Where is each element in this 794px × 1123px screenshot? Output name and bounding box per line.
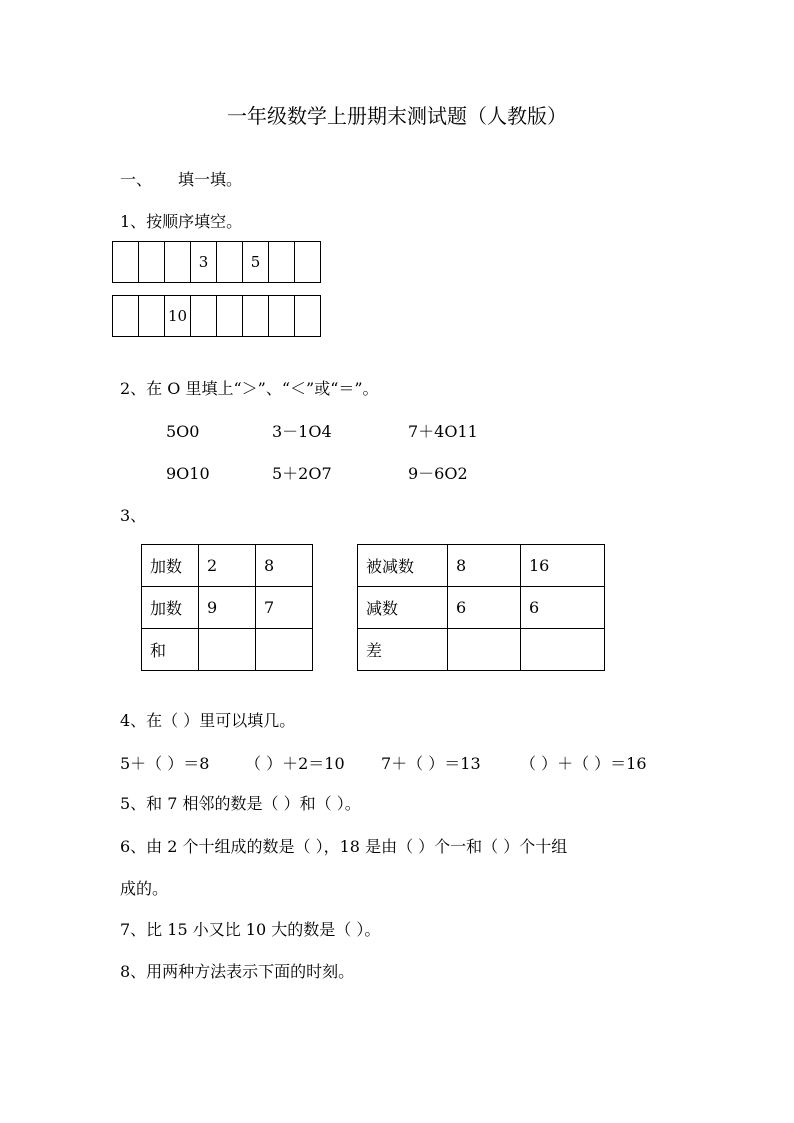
table-cell: 8: [256, 545, 313, 587]
section-1-heading: 填一填。: [178, 170, 243, 189]
table-row: [142, 545, 313, 587]
sequence-cell: [165, 242, 191, 283]
table-cell: 9: [199, 587, 256, 629]
fill-item: （ ）＋（ ）＝16: [520, 754, 647, 773]
sequence-cell: [243, 296, 269, 337]
question-3-label: 3、: [120, 506, 147, 525]
question-7: 7、比 15 小又比 10 大的数是（ ）。: [120, 920, 381, 939]
page-title: 一年级数学上册期末测试题（人教版）: [227, 104, 567, 128]
compare-item: 3－1O4: [272, 422, 332, 441]
sequence-cell: [113, 296, 139, 337]
sequence-cell: [295, 296, 321, 337]
table-cell: [521, 629, 605, 671]
compare-item: 5＋2O7: [272, 464, 332, 483]
table-row: [358, 587, 605, 629]
table-cell: 加数: [142, 587, 199, 629]
table-cell: 和: [142, 629, 199, 671]
fill-item: 5＋（ ）＝8: [120, 754, 210, 773]
question-8: 8、用两种方法表示下面的时刻。: [120, 962, 355, 981]
table-cell: [199, 629, 256, 671]
addition-table: [141, 544, 313, 671]
table-cell: 8: [448, 545, 521, 587]
fill-item: 7＋（ ）＝13: [381, 754, 481, 773]
table-cell: [256, 629, 313, 671]
compare-item: 9O10: [166, 464, 210, 483]
compare-item: 7＋4O11: [408, 422, 478, 441]
table-cell: 2: [199, 545, 256, 587]
section-1-number: 一、: [120, 170, 153, 189]
question-5: 5、和 7 相邻的数是（ ）和（ ）。: [120, 794, 361, 813]
table-cell: 16: [521, 545, 605, 587]
fill-item: （ ）＋2＝10: [245, 754, 345, 773]
table-row: [142, 587, 313, 629]
table-cell: 加数: [142, 545, 199, 587]
table-row: [358, 545, 605, 587]
subtraction-table: [357, 544, 605, 671]
sequence-cell: [269, 296, 295, 337]
compare-item: 9－6O2: [408, 464, 468, 483]
table-cell: 被减数: [358, 545, 448, 587]
question-4-label: 4、在（ ）里可以填几。: [120, 711, 296, 730]
question-1-label: 1、按顺序填空。: [120, 212, 243, 231]
sequence-cell: 3: [191, 242, 217, 283]
question-2-label: 2、在 O 里填上“＞”、“＜”或“＝”。: [120, 379, 379, 398]
sequence-cell: 5: [243, 242, 269, 283]
table-row: [142, 629, 313, 671]
sequence-row-2: [112, 295, 321, 337]
table-cell: 减数: [358, 587, 448, 629]
sequence-cell: 10: [165, 296, 191, 337]
sequence-cell: [139, 296, 165, 337]
question-6-line-2: 成的。: [120, 879, 169, 898]
sequence-cell: [217, 242, 243, 283]
table-cell: 7: [256, 587, 313, 629]
sequence-cell: [191, 296, 217, 337]
sequence-cell: [139, 242, 165, 283]
compare-item: 5O0: [166, 422, 200, 441]
table-row: [358, 629, 605, 671]
sequence-cell: [217, 296, 243, 337]
table-cell: [448, 629, 521, 671]
sequence-cell: [113, 242, 139, 283]
sequence-cell: [295, 242, 321, 283]
table-cell: 6: [521, 587, 605, 629]
question-6-line-1: 6、由 2 个十组成的数是（ ），18 是由（ ）个一和（ ）个十组: [120, 837, 568, 856]
table-cell: 6: [448, 587, 521, 629]
sequence-row-1: [112, 241, 321, 283]
table-cell: 差: [358, 629, 448, 671]
sequence-cell: [269, 242, 295, 283]
